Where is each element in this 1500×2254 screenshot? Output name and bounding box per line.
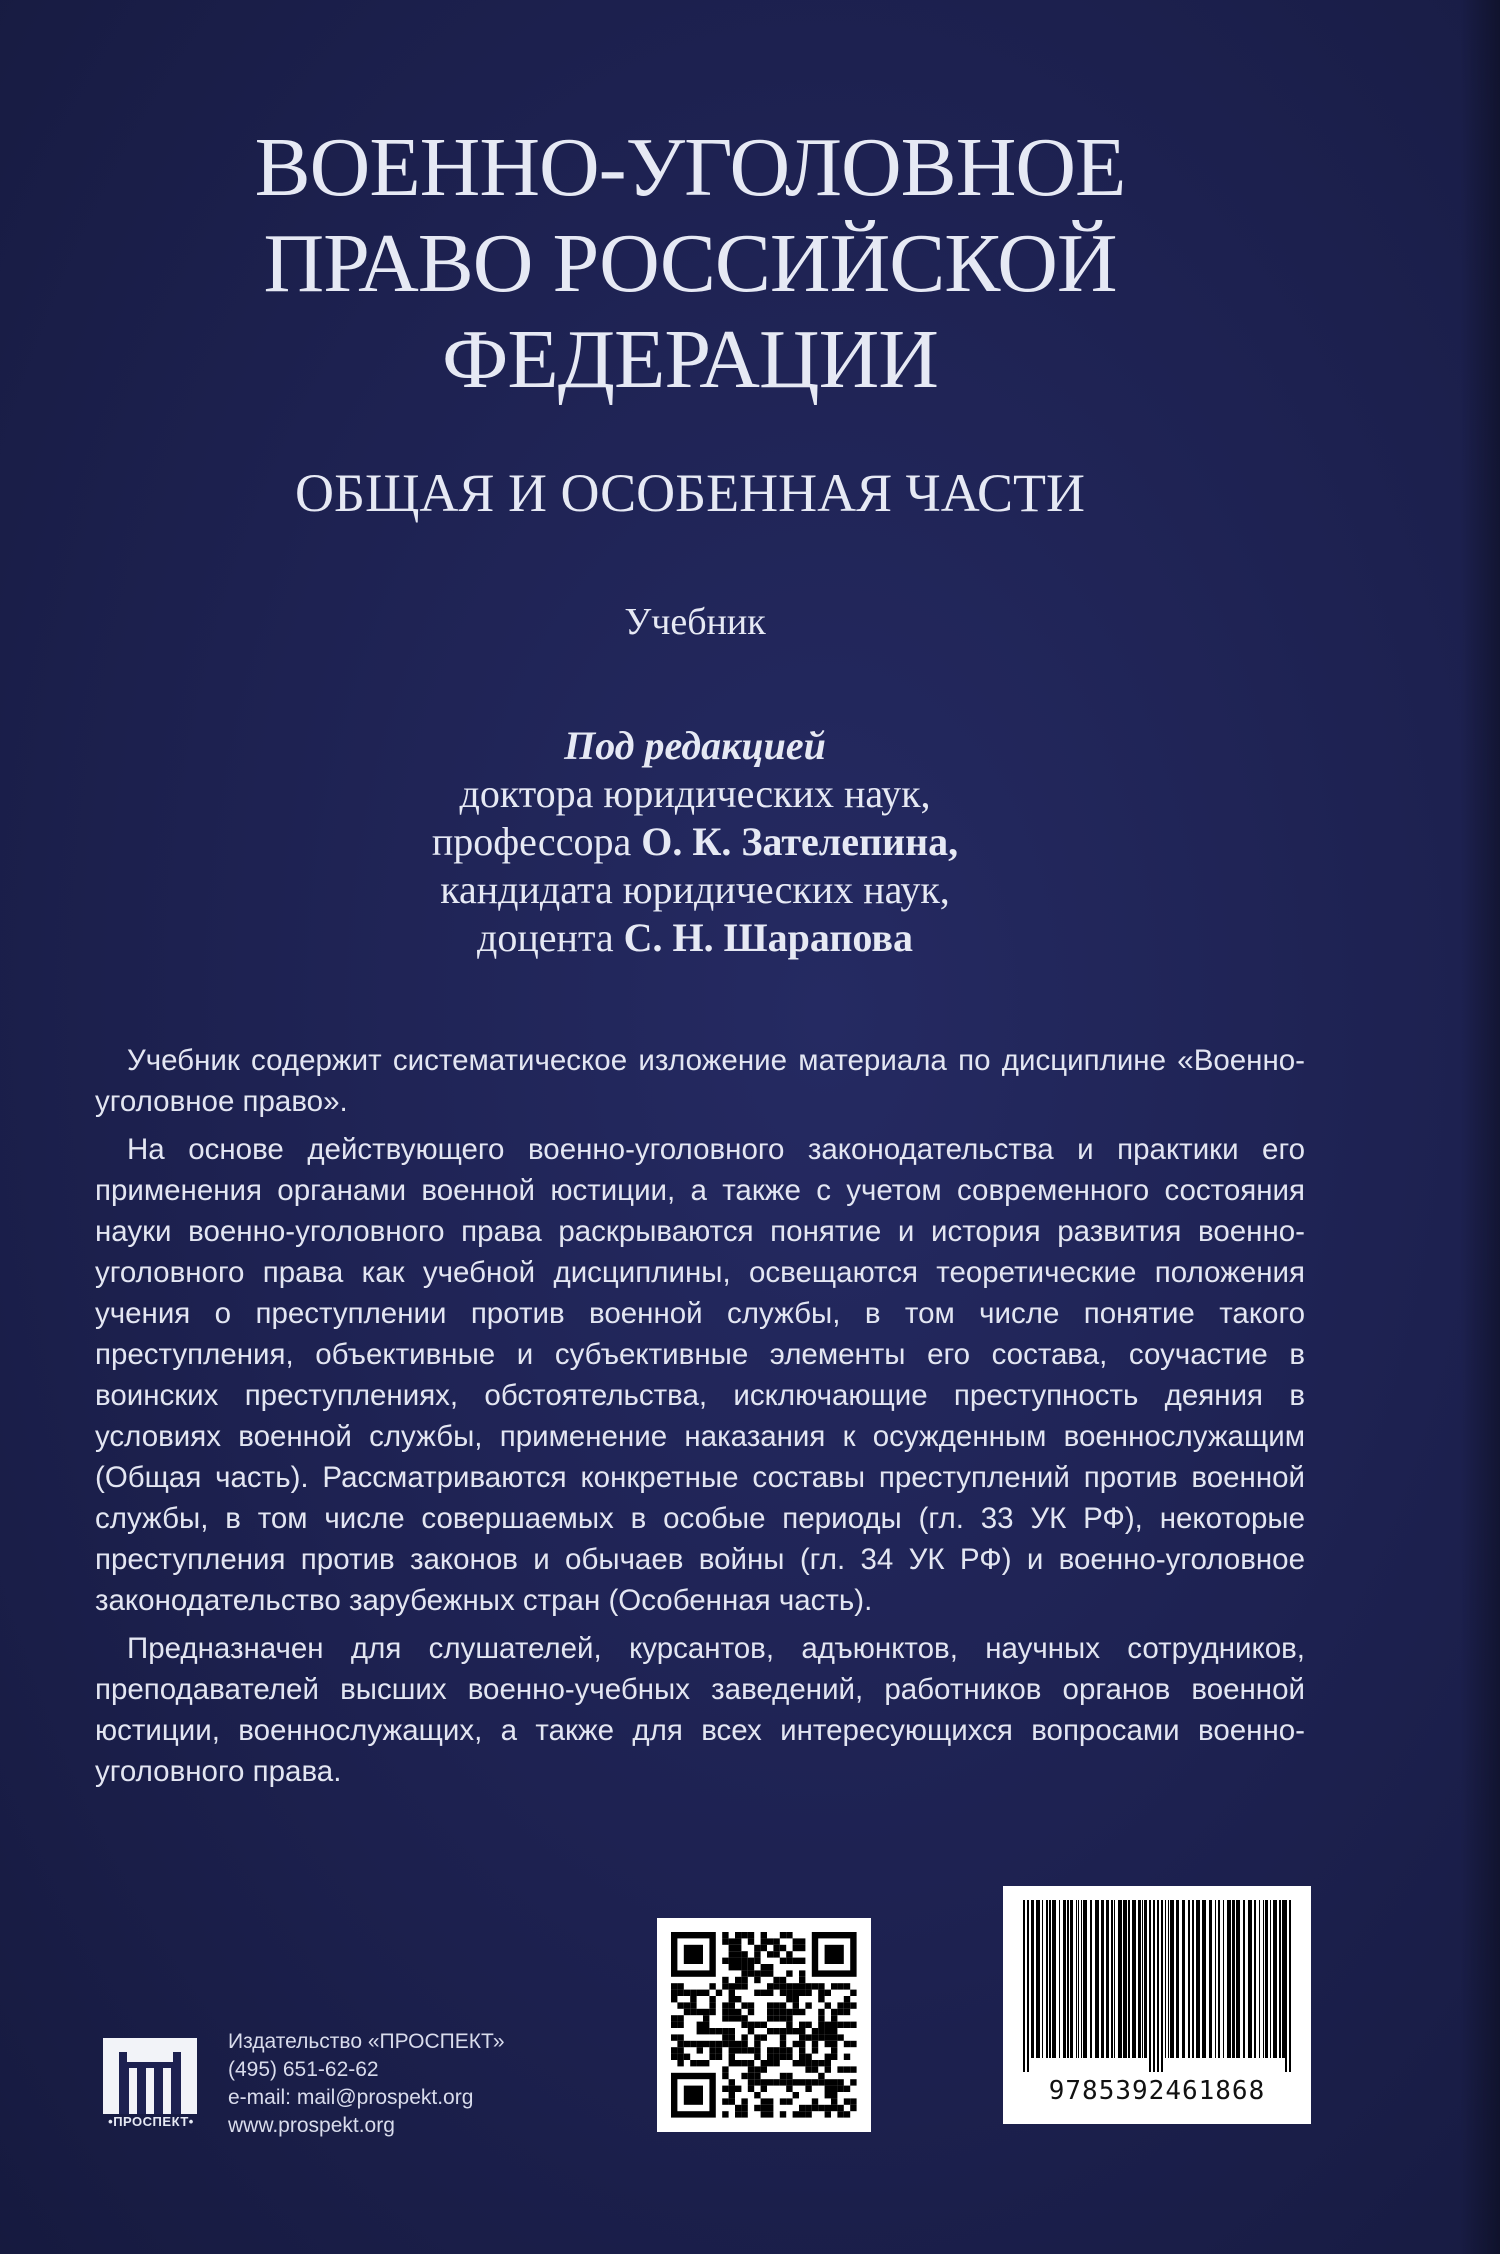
barcode-icon <box>1015 1900 1299 2072</box>
isbn-barcode <box>1003 1886 1311 2124</box>
isbn-number: 9785392461868 <box>1048 2076 1266 2106</box>
editor-1-title: профессора <box>431 819 642 864</box>
editor-1-name: О. К. Зателепина, <box>641 819 959 864</box>
editor-1-line <box>0 818 1390 866</box>
publisher-email: e-mail: mail@prospekt.org <box>228 2086 474 2109</box>
publisher-website: www.prospekt.org <box>228 2114 395 2137</box>
editors-block <box>0 722 1390 962</box>
annotation-paragraph-2: На основе действующего военно-уголовного законодательства и практики его применения органами военной юстиции, а также с учетом современного состояния науки военно-уголовного права раскрываются понятие и история развития военно-уголовного права как учебной дисциплины, освещаются теоретические положения учения о преступлении против военной службы, в том числе понятие такого преступления, объективные и субъективные элементы его состава, соучастие в воинских преступлениях, обстоятельства, исключающие преступность деяния в условиях военной службы, применение наказания к осужденным военнослужащим (Общая часть). Рассматриваются конкретные составы преступлений против военной службы, в том числе совершаемых в особые периоды (гл. 33 УК РФ), некоторые преступления против законов и обычаев войны (гл. 34 УК РФ) и военно-уголовное законодательство зарубежных стран (Особенная часть). <box>95 1133 1305 1617</box>
book-type: Учебник <box>624 601 766 643</box>
title-line-1: ВОЕННО-УГОЛОВНОЕ <box>254 121 1126 214</box>
title-line-3: ФЕДЕРАЦИИ <box>442 313 938 406</box>
editor-2-title: доцента <box>477 915 624 960</box>
qr-code-icon <box>657 1918 871 2132</box>
publisher-info <box>228 2028 505 2140</box>
annotation-paragraph-3: Предназначен для слушателей, курсантов, адъюнктов, научных сотрудников, преподавателей высших военно-учебных заведений, работников органов военной юстиции, военнослужащих, а также для всех интересующихся вопросами военно-уголовного права. <box>95 1632 1305 1788</box>
editor-2-name: С. Н. Шарапова <box>623 915 913 960</box>
spine-shadow <box>1460 0 1500 2254</box>
logo-caption: •ПРОСПЕКТ• <box>108 2114 194 2129</box>
publisher-phone: (495) 651-62-62 <box>228 2058 379 2081</box>
book-title <box>0 120 1380 408</box>
book-subtitle: ОБЩАЯ И ОСОБЕННАЯ ЧАСТИ <box>294 463 1086 523</box>
editor-2-line <box>0 914 1390 962</box>
qr-code <box>657 1918 871 2132</box>
annotation-paragraph-1: Учебник содержит систематическое изложение материала по дисциплине «Военно-уголовное право». <box>95 1044 1305 1118</box>
annotation-text <box>95 1040 1305 1799</box>
editor-2-degree: кандидата юридических наук, <box>440 867 950 912</box>
publisher-name: Издательство «ПРОСПЕКТ» <box>228 2030 505 2053</box>
editor-1-degree: доктора юридических наук, <box>459 771 931 816</box>
editors-heading: Под редакцией <box>564 723 826 768</box>
title-line-2: ПРАВО РОССИЙСКОЙ <box>263 217 1117 310</box>
